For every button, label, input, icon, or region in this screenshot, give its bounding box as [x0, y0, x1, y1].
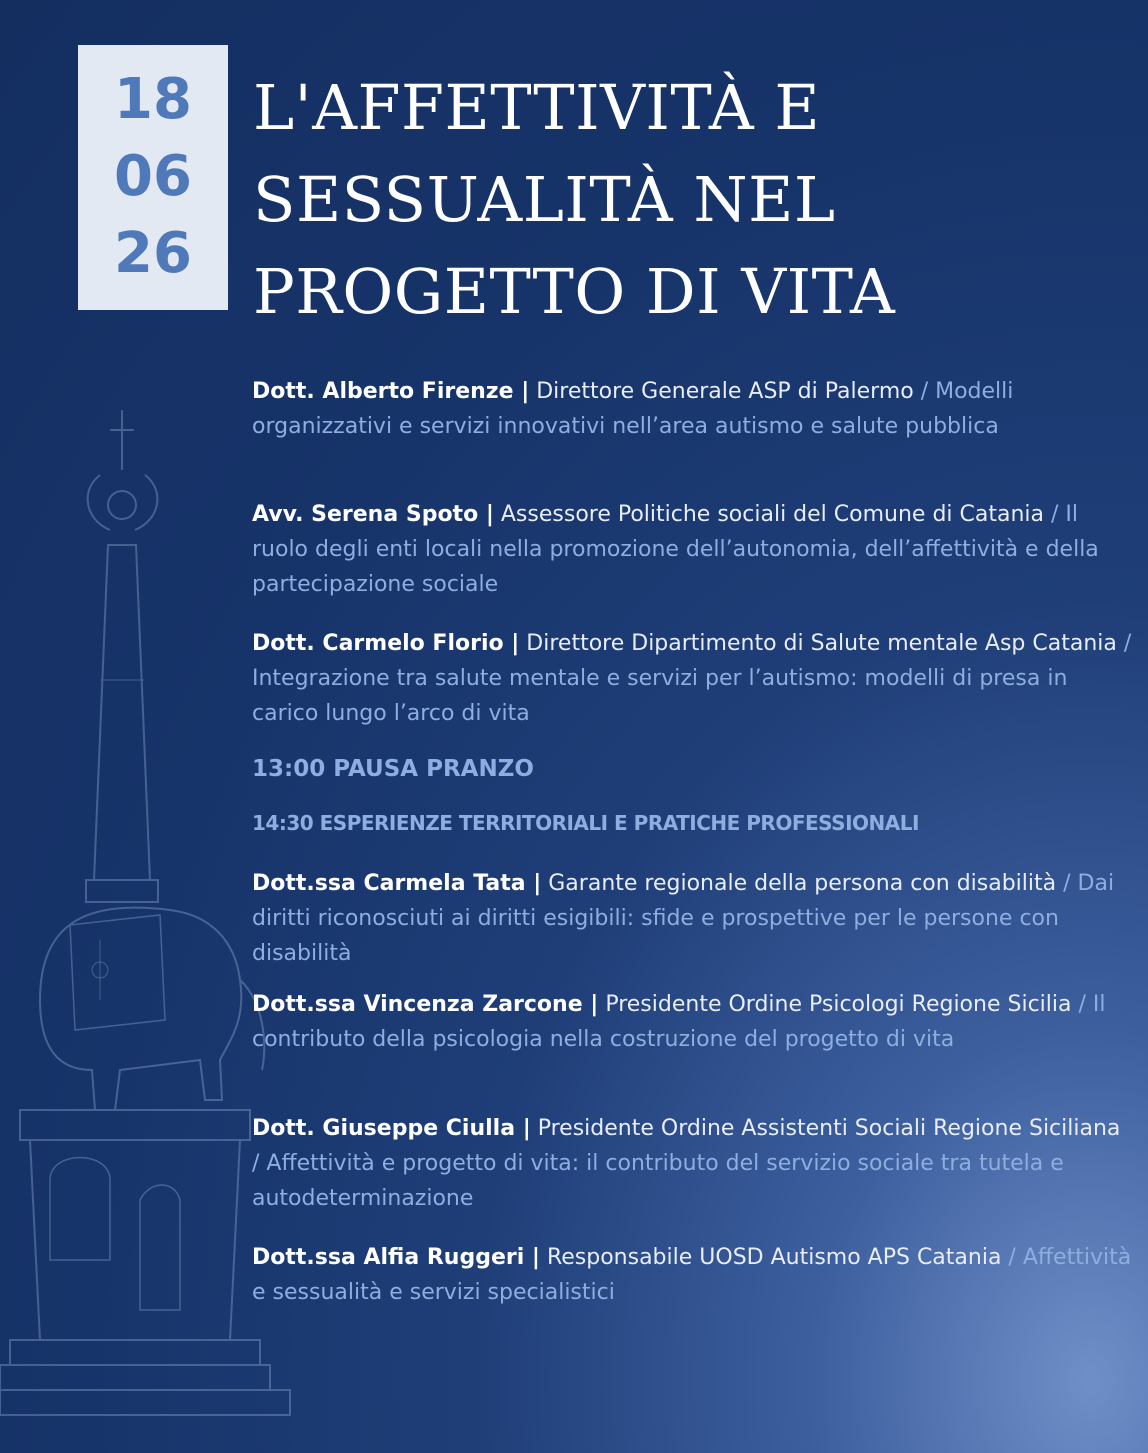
speaker-entry-ruggeri	[252, 1240, 1132, 1310]
page-title	[253, 62, 1133, 338]
speaker-topic: / Affettività e progetto di vita: il contributo del servizio sociale tra tutela e autodeterminazione	[252, 1151, 1064, 1211]
speaker-name: Dott.ssa Vincenza Zarcone |	[252, 992, 599, 1017]
speaker-topic: / Il contributo della psicologia nella costruzione del progetto di vita	[252, 992, 1106, 1052]
speaker-name: Dott. Giuseppe Ciulla |	[252, 1116, 531, 1141]
speaker-entry-spoto	[252, 497, 1132, 602]
date-year: 26	[114, 221, 192, 286]
speaker-role: Direttore Dipartimento di Salute mentale Asp Catania	[519, 631, 1117, 656]
speaker-role: Direttore Generale ASP di Palermo	[529, 379, 914, 404]
speaker-name: Dott.ssa Alfia Ruggeri |	[252, 1245, 540, 1270]
speaker-role: Responsabile UOSD Autismo APS Catania	[539, 1245, 1002, 1270]
speaker-topic: / Dai diritti riconosciuti ai diritti esigibili: sfide e prospettive per le persone con disabilità	[252, 871, 1115, 966]
speaker-entry-tata	[252, 866, 1132, 971]
speaker-topic: / Il ruolo degli enti locali nella promozione dell’autonomia, dell’affettività e della partecipazione sociale	[252, 502, 1099, 597]
title-line-1: L'AFFETTIVITÀ E	[253, 71, 821, 144]
speaker-name: Dott.ssa Carmela Tata |	[252, 871, 542, 896]
speaker-name: Dott. Alberto Firenze |	[252, 379, 530, 404]
speaker-role: Presidente Ordine Assistenti Sociali Regione Siciliana	[530, 1116, 1121, 1141]
title-line-2: SESSUALITÀ NEL	[253, 163, 836, 236]
speaker-entry-zarcone	[252, 987, 1132, 1057]
schedule-lunch: 13:00 PAUSA PRANZO	[252, 756, 534, 782]
date-day: 18	[114, 67, 192, 132]
speaker-name: Avv. Serena Spoto |	[252, 502, 494, 527]
speaker-role: Assessore Politiche sociali del Comune di Catania	[493, 502, 1044, 527]
speaker-entry-florio	[252, 626, 1132, 731]
speaker-topic: / Affettività e sessualità e servizi specialistici	[252, 1245, 1132, 1305]
speaker-entry-firenze	[252, 374, 1132, 444]
title-line-3: PROGETTO DI VITA	[253, 255, 896, 328]
speaker-topic: / Modelli organizzativi e servizi innovativi nell’area autismo e salute pubblica	[252, 379, 1014, 439]
schedule-afternoon-session: 14:30 ESPERIENZE TERRITORIALI E PRATICHE PROFESSIONALI	[252, 811, 919, 835]
speaker-role: Garante regionale della persona con disabilità	[541, 871, 1057, 896]
speaker-topic: / Integrazione tra salute mentale e servizi per l’autismo: modelli di presa in carico lungo l’arco di vita	[252, 631, 1132, 726]
speaker-name: Dott. Carmelo Florio |	[252, 631, 520, 656]
speaker-role: Presidente Ordine Psicologi Regione Sicilia	[598, 992, 1072, 1017]
date-box	[78, 45, 228, 310]
speaker-entry-ciulla	[252, 1111, 1132, 1216]
date-month: 06	[114, 144, 192, 209]
